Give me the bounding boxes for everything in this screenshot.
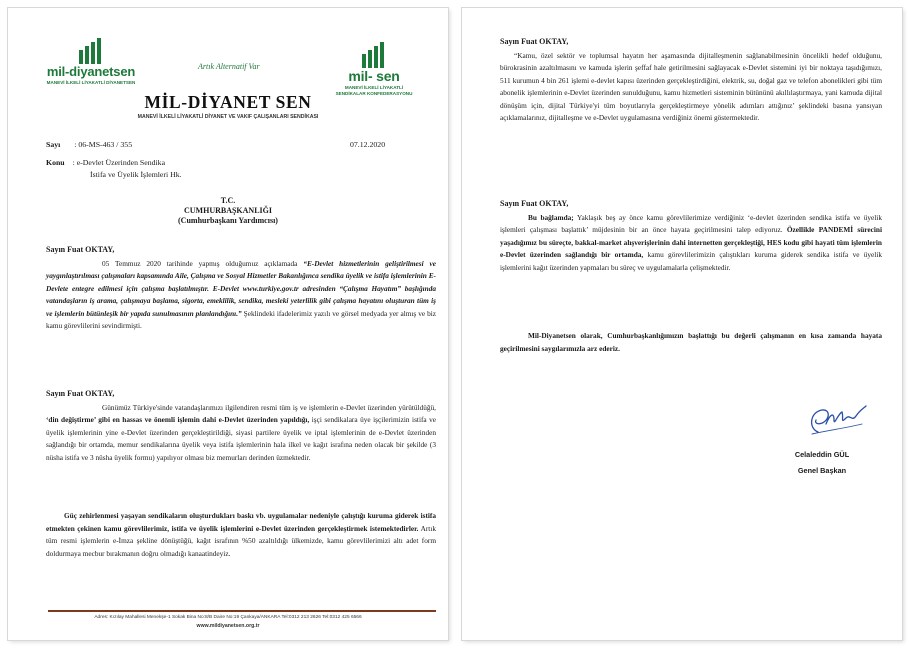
p5-intro: Yaklaşık beş ay önce kamu görevlilerimize verdiğiniz ‘e-devlet üzerinden sendika istifa ve üyelik işlemleri çalışması başlattık’ müjdesinin bir an önce hayata geçirilmesini talep ediyoruz. (500, 212, 882, 234)
signatory-name: Celaleddin GÜL (794, 450, 850, 459)
recipient-line-2: CUMHURBAŞKANLIĞI (183, 206, 272, 215)
recipient-line-3: (Cumhurbaşkanı Yardımcısı) (178, 216, 278, 225)
konu-line-2: İstifa ve Üyelik İşlemleri Hk. (90, 170, 182, 179)
footer-rule (48, 610, 436, 612)
salutation: Sayın Fuat OKTAY, (46, 245, 115, 254)
p6-bold: Mil-Diyanetsen olarak, Cumhurbaşkanlığımızın başlattığı bu değerli çalışmanın en kısa zamanda hayata geçirilmesini saygılarımızla arz ederiz. (500, 331, 882, 353)
recipient-block (8, 196, 448, 226)
p1-intro: 05 Temmuz 2020 tarihinde yapmış olduğumuz açıklamada (102, 258, 298, 268)
konu-line-1: : e-Devlet Üzerinden Sendika (72, 158, 166, 167)
salutation: Sayın Fuat OKTAY, (500, 199, 569, 208)
letter-page-1 (8, 8, 448, 640)
letterhead-title: MİL-DİYANET SEN (144, 92, 312, 112)
p5-body: kamu görevlilerimizin çalıştıkları kuruma giderek sendika istifa ve üyelik işlemlerini kağıt üzerinden yapmaları bu süreç ve uygulamalarla çelişmektedir. (500, 250, 882, 272)
sayi-row (46, 140, 132, 149)
p3-bold: Güç zehirlenmesi yaşayan sendikaların oluşturdukları baskı vb. uygulamalar nedeniyle çalıştığı kuruma giderek istifa etmekten çekinen kamu görevlilerimiz, istifa ve üyelik işlemlerini e-Devlet üzerinden gerçekleştirmek istemektedirler. (46, 511, 436, 533)
recipient-line-1: T.C. (220, 196, 236, 205)
logo-right-wordmark: mil- sen (348, 68, 400, 84)
p5-bold: Özellikle PANDEMİ sürecini yaşadığımız bu süreçte, bakkal-market alışverişlerinin dahi internetten gerçekleştiği, HES kodu gibi hayati tüm işlemlerin e-Devlet üzerinden sağlandığı bir ortamda, (500, 225, 883, 259)
p4-body: “Kamu, özel sektör ve toplumsal hayatın her aşamasında dijitalleşmenin sağlanabilmesinin öncelikli hedef olduğunu, bürokrasinin azaltılmasını ve kamuda işlerin şeffaf hale getirilmesini sağlayacak e-Devlet sistemini iyi bir noktaya taşıdığımızı, 511 kurumun 4 bin 261 işlemi e-devlet kapısı üzerinden gerçekleştirdiğini, elektrik, su, doğal gaz ve telefon abonelikleri gibi tüm abonelik işlemlerinin e-Devlet üzerinden sunulduğunu, kamu hizmetleri sisteminin bütününü akıllılaştırmaya, yani kamuda dijital dönüşüm için, dijital Türkiye'yi tüm boyutlarıyla gerçekleştirmeye yönelik adımları attığınız’ şeklindeki basına yansıyan açıklamalarınız, dijitalleşme ve e-Devlet uygulamasına verdiğiniz önemi göstermektedir. (500, 50, 882, 122)
signature-image (800, 402, 870, 442)
logo-left-wordmark: mil-diyanetsen (46, 64, 136, 79)
mil-sen-logo (326, 42, 422, 96)
paragraph-1 (46, 244, 436, 333)
sayi-value: : 06-MS-463 / 355 (74, 140, 133, 149)
letter-page-2 (462, 8, 902, 640)
p1-quote: “E-Devlet hizmetlerinin geliştirilmesi ve yaygınlaştırılması çalışmaları kapsamında Aile, Çalışma ve Sosyal Hizmetler Bakanlığınca sendika üyelik ve istifa işlemlerinin E-Devlete entegre edilmesi için çalışma başlatılmıştır. E-Devlet www.turkiye.gov.tr adresinden “Çalışma Hayatım” başlığında vatandaşların iş arama, çalışmaya başlama, sigorta, emeklilik, sendika, mesleki yeterlilik gibi çalışma hayatını oluşturan tüm iş ve işlemlerin bütünleşik bir yapıda sunulmasının planlandığını.” (46, 258, 437, 318)
paragraph-6 (500, 330, 882, 355)
logo-bars-icon (78, 38, 104, 64)
paragraph-2 (46, 388, 436, 464)
sayi-label: Sayı (46, 140, 61, 149)
logo-right-subtitle-1: MANEVİ İLKELİ LİYAKATLİ (344, 85, 404, 90)
letter-date: 07.12.2020 (350, 140, 386, 149)
paragraph-5 (500, 198, 882, 274)
logo-right-subtitle-2: SENDİKALAR KONFEDERASYONU (335, 91, 413, 97)
salutation: Sayın Fuat OKTAY, (46, 389, 115, 398)
salutation: Sayın Fuat OKTAY, (500, 37, 569, 46)
footer-address: Adres: Kızılay Mahallesi Menekşe-1 Sokak Bina No:8/B Daire No:19 Çankaya/ANKARA Tel:0312 213 2626 Tel:0312 425 6566 (94, 615, 362, 620)
slogan: Artık Alternatif Var (198, 62, 260, 71)
paragraph-3 (46, 510, 436, 560)
konu-row (46, 158, 165, 167)
logo-left-subtitle: MANEVİ İLKELİ LİYAKATLİ DİYANETSEN (46, 80, 136, 85)
mil-diyanetsen-logo (36, 38, 146, 85)
signatory-title: Genel Başkan (797, 466, 847, 475)
logo-bars-icon (361, 42, 387, 68)
p2-intro: Günümüz Türkiye'sinde vatandaşlarımızı ilgilendiren resmi tüm iş ve işlemlerin e-Devlet üzerinden yürütüldüğü, (102, 402, 436, 412)
p5-bold-lead: Bu bağlamda; (528, 212, 574, 222)
p1-closing: Şeklindeki ifadelerimiz yazılı ve görsel medyada yer almış ve biz kamu görevlilerini sevindirmişti. (46, 308, 436, 330)
paragraph-4 (500, 36, 882, 125)
p3-body: Artık tüm resmi işlemlerin e-İmza şekline dönüştüğü, kağıt israfının %50 azaltıldığı ülkemizde, kamu görevlilerimizi altı adet form doldurmaya mecbur bırakmanın doğru olmadığı kanaatindeyiz. (46, 523, 436, 558)
konu-label: Konu (46, 158, 65, 167)
p2-bold: ‘din değiştirme’ gibi en hassas ve önemli işlemin dahi e-Devlet üzerinden yapıldığı, (46, 415, 310, 424)
footer-website: www.mildiyanetsen.org.tr (196, 623, 260, 629)
letterhead-subtitle: MANEVİ İLKELİ LİYAKATLİ DİYANET VE VAKIF ÇALIŞANLARI SENDİKASI (137, 114, 319, 120)
p2-body: işçi sendikalara üye işçilerimizin istifa ve üyelik işlemlerinin yine e-Devlet üzerinden gerçekleştirildiği, siyasi partilere üyelik ve iptal işlemlerinin de e-Devlet üzerinden sağlandığı bir ortamda, memur sendikalarına üyelik veya istifa işlemlerinin hala ilkel ve kağıt israfına neden olacak bir şekilde (3 nüsha istifa ve 3 nüsha üyelik formu) yapılıyor olması biz memurları derinden üzmektedir. (46, 415, 437, 462)
